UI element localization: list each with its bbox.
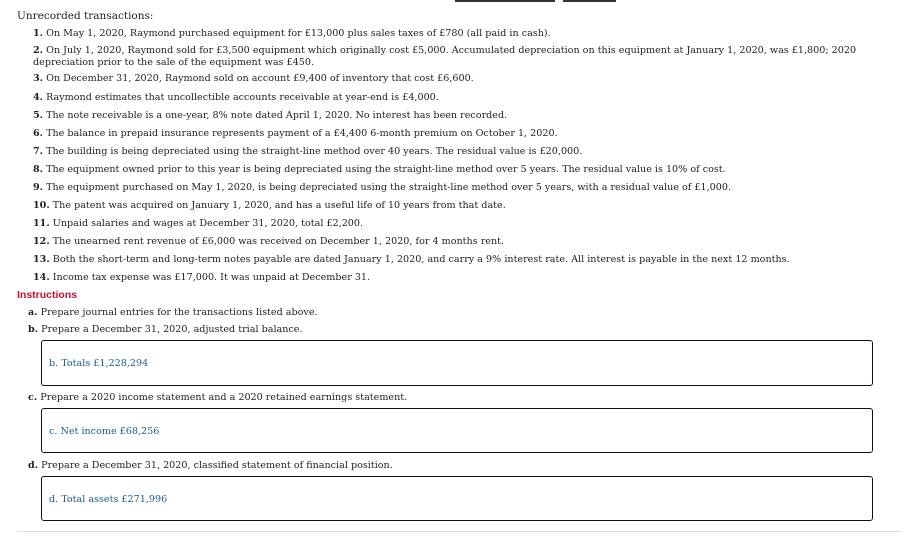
transaction-item: 4. Raymond estimates that uncollectible accounts receivable at year-end is £4,000. <box>33 92 439 103</box>
transaction-item: 11. Unpaid salaries and wages at December 31, 2020, total £2,200. <box>33 218 364 229</box>
transaction-item: 1. On May 1, 2020, Raymond purchased equipment for £13,000 plus sales taxes of £780 (all paid in cash). <box>33 28 551 39</box>
bottom-divider <box>17 531 902 532</box>
top-divider-left <box>455 0 555 2</box>
transaction-item: 2. On July 1, 2020, Raymond sold for £3,500 equipment which originally cost £5,000. Accumulated depreciation on this equipment at January 1, 2020, was £1,800; 2020 depreciation prior to the sale of the equipment was £450. <box>33 45 857 68</box>
answer-box-b[interactable] <box>41 340 873 386</box>
answer-b-text: b. Totals £1,228,294 <box>49 358 149 369</box>
transaction-item: 5. The note receivable is a one-year, 8% note dated April 1, 2020. No interest has been recorded. <box>33 110 508 121</box>
transaction-item: 7. The building is being depreciated using the straight-line method over 40 years. The residual value is £20,000. <box>33 146 583 157</box>
transaction-item: 10. The patent was acquired on January 1, 2020, and has a useful life of 10 years from that date. <box>33 200 506 211</box>
answer-d-text: d. Total assets £271,996 <box>49 494 168 505</box>
instruction-d: d. Prepare a December 31, 2020, classified statement of financial position. <box>28 460 393 471</box>
section-heading: Unrecorded transactions: <box>17 10 154 22</box>
transaction-item: 9. The equipment purchased on May 1, 2020, is being depreciated using the straight-line method over 5 years, with a residual value of £1,000. <box>33 182 731 193</box>
answer-c-text: c. Net income £68,256 <box>49 426 160 437</box>
transaction-item: 8. The equipment owned prior to this year is being depreciated using the straight-line method over 5 years. The residual value is 10% of cost. <box>33 164 726 175</box>
transaction-item: 14. Income tax expense was £17,000. It was unpaid at December 31. <box>33 272 371 283</box>
transaction-item: 6. The balance in prepaid insurance represents payment of a £4,400 6-month premium on October 1, 2020. <box>33 128 558 139</box>
instruction-b: b. Prepare a December 31, 2020, adjusted trial balance. <box>28 324 303 335</box>
instruction-a: a. Prepare journal entries for the transactions listed above. <box>28 307 318 318</box>
answer-box-c[interactable] <box>41 408 873 453</box>
answer-box-d[interactable] <box>41 476 873 521</box>
transaction-item: 3. On December 31, 2020, Raymond sold on account £9,400 of inventory that cost £6,600. <box>33 73 474 84</box>
transaction-item: 13. Both the short-term and long-term notes payable are dated January 1, 2020, and carry a 9% interest rate. All interest is payable in the next 12 months. <box>33 254 790 265</box>
instruction-c: c. Prepare a 2020 income statement and a 2020 retained earnings statement. <box>28 392 408 403</box>
top-divider-right <box>563 0 616 2</box>
instructions-title: Instructions <box>17 289 78 301</box>
transaction-item: 12. The unearned rent revenue of £6,000 was received on December 1, 2020, for 4 months rent. <box>33 236 505 247</box>
